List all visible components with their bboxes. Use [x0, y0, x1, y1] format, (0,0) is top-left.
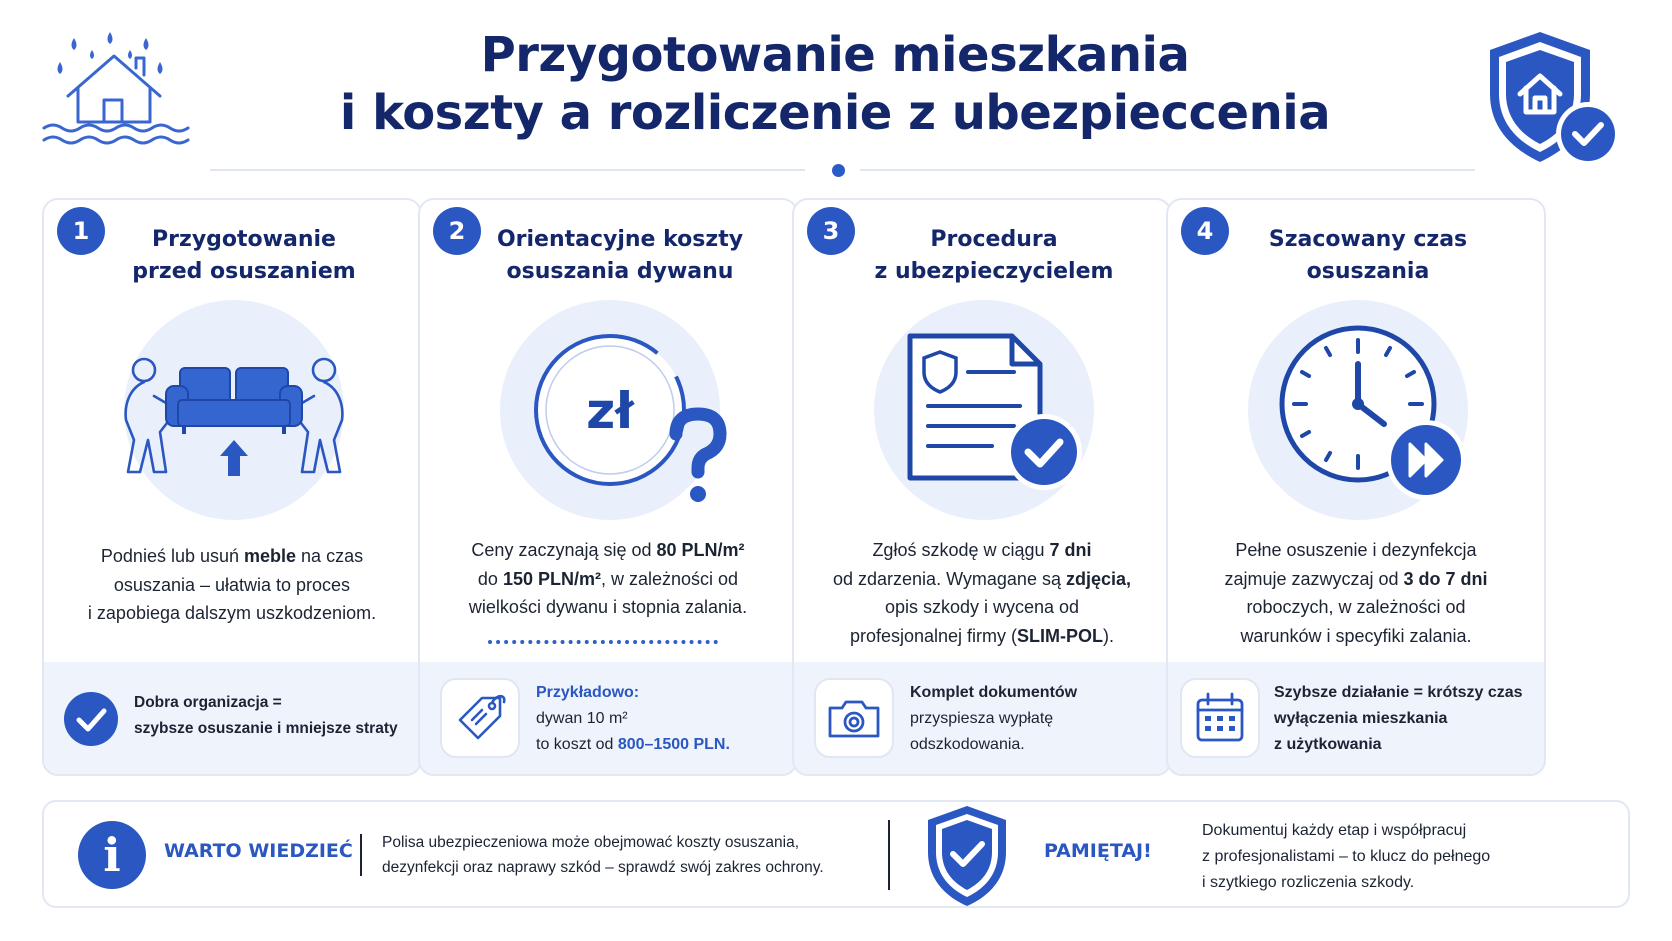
shield-check-icon — [922, 802, 1012, 908]
desc-line: roboczych, w zależności od — [1246, 597, 1466, 617]
desc-line: osuszania – ułatwia to proces — [113, 574, 351, 595]
card-title-line1: Procedura — [930, 227, 1058, 252]
remember-label: PAMIĘTAJ! — [1044, 840, 1152, 862]
desc-line: warunków i specyfiki zalania. — [1240, 625, 1472, 646]
coin-label: zł — [586, 382, 634, 440]
info-icon: i — [78, 821, 146, 889]
calendar-icon — [1180, 678, 1260, 758]
dotted-separator — [488, 640, 718, 644]
step-number-badge: 1 — [57, 207, 105, 255]
flooded-house-icon — [40, 28, 190, 158]
remember-line: i szytkiego rozliczenia szkody. — [1202, 874, 1415, 891]
price-tag-icon — [440, 678, 520, 758]
shield-house-check-icon — [1478, 28, 1628, 174]
good-to-know-text — [382, 830, 824, 880]
clock-fast-forward-icon — [1238, 300, 1478, 520]
desc-line: Zgłoś szkodę w ciągu 7 dni — [872, 540, 1092, 560]
card-footer — [44, 662, 420, 774]
page-title-line1: Przygotowanie mieszkania — [480, 27, 1190, 83]
card-description — [438, 536, 778, 622]
card-title-line1: Przygotowanie — [152, 227, 336, 252]
good-to-know-line: dezynfekcji oraz naprawy szkód – sprawdź swój zakres ochrony. — [382, 859, 824, 876]
card-title-line2: osuszania dywanu — [506, 259, 734, 284]
footer-line: Dobra organizacja = — [134, 694, 282, 711]
desc-line: do 150 PLN/m², w zależności od — [477, 568, 739, 589]
desc-line: od zdarzenia. Wymagane są zdjęcia, — [833, 568, 1131, 589]
desc-line: Pełne osuszenie i dezynfekcja — [1235, 540, 1477, 560]
desc-line: opis szkody i wycena od — [884, 597, 1080, 617]
card-description — [812, 536, 1152, 650]
card-title — [460, 224, 780, 288]
card-description — [1186, 536, 1526, 650]
footer-text — [910, 680, 1160, 758]
step-number-badge: 2 — [433, 207, 481, 255]
footer-line: dywan 10 m² — [536, 710, 628, 727]
step-number-badge: 3 — [807, 207, 855, 255]
bottom-info-bar — [42, 800, 1630, 908]
desc-line: i zapobiega dalszym uszkodzeniom. — [87, 603, 377, 623]
footer-line: przyspiesza wypłatę — [910, 710, 1054, 727]
card-footer — [794, 662, 1170, 774]
footer-text — [536, 680, 786, 758]
footer-heading: Przykładowo: — [536, 684, 640, 701]
card-drying-time — [1166, 198, 1546, 776]
card-title-line2: z ubezpieczycielem — [874, 259, 1114, 284]
page-title-line2: i koszty a rozliczenie z ubezpieccenia — [339, 85, 1331, 141]
card-insurer-procedure — [792, 198, 1172, 776]
footer-text — [1274, 680, 1534, 758]
card-footer — [1168, 662, 1544, 774]
card-footer — [420, 662, 796, 774]
remember-text — [1202, 818, 1490, 896]
good-to-know-label: WARTO WIEDZIEĆ — [164, 840, 353, 862]
footer-text — [134, 690, 410, 742]
document-check-icon — [864, 300, 1104, 520]
card-title-line1: Szacowany czas — [1268, 227, 1468, 252]
card-costs — [418, 198, 798, 776]
vertical-separator — [360, 834, 362, 876]
footer-line: to koszt od 800–1500 PLN. — [536, 736, 730, 753]
footer-line: szybsze osuszanie i mniejsze straty — [134, 720, 398, 737]
footer-line: odszkodowania. — [910, 736, 1025, 753]
card-title — [1208, 224, 1528, 288]
page-title — [250, 26, 1420, 142]
desc-line: wielkości dywanu i stopnia zalania. — [468, 597, 748, 617]
good-to-know-line: Polisa ubezpieczeniowa może obejmować koszty osuszania, — [382, 834, 799, 851]
card-preparation — [42, 198, 422, 776]
camera-icon — [814, 678, 894, 758]
desc-line: zajmuje zazwyczaj od 3 do 7 dni — [1224, 568, 1488, 589]
footer-line: Szybsze działanie = krótszy czas — [1274, 684, 1523, 701]
card-title-line2: przed osuszaniem — [132, 259, 356, 284]
header-divider — [210, 164, 1475, 176]
card-title-line1: Orientacyjne koszty — [496, 227, 744, 252]
step-number-badge: 4 — [1181, 207, 1229, 255]
remember-line: z profesjonalistami – to klucz do pełnego — [1202, 848, 1491, 865]
footer-line: Komplet dokumentów — [910, 684, 1078, 701]
vertical-separator — [888, 820, 890, 890]
desc-line: Podnieś lub usuń meble na czas — [100, 546, 364, 566]
check-circle-icon — [64, 692, 118, 746]
card-title — [84, 224, 404, 288]
card-title — [834, 224, 1154, 288]
desc-line: Ceny zaczynają się od 80 PLN/m² — [471, 540, 745, 560]
footer-line: wyłączenia mieszkania — [1274, 710, 1448, 727]
people-carrying-sofa-icon — [114, 300, 354, 520]
card-title-line2: osuszania — [1306, 259, 1430, 284]
desc-line: profesjonalnej firmy (SLIM-POL). — [849, 625, 1115, 646]
remember-line: Dokumentuj każdy etap i współpracuj — [1202, 822, 1467, 839]
card-description — [62, 542, 402, 628]
footer-line: z użytkowania — [1274, 736, 1382, 753]
zloty-coin-question-icon — [490, 300, 730, 520]
